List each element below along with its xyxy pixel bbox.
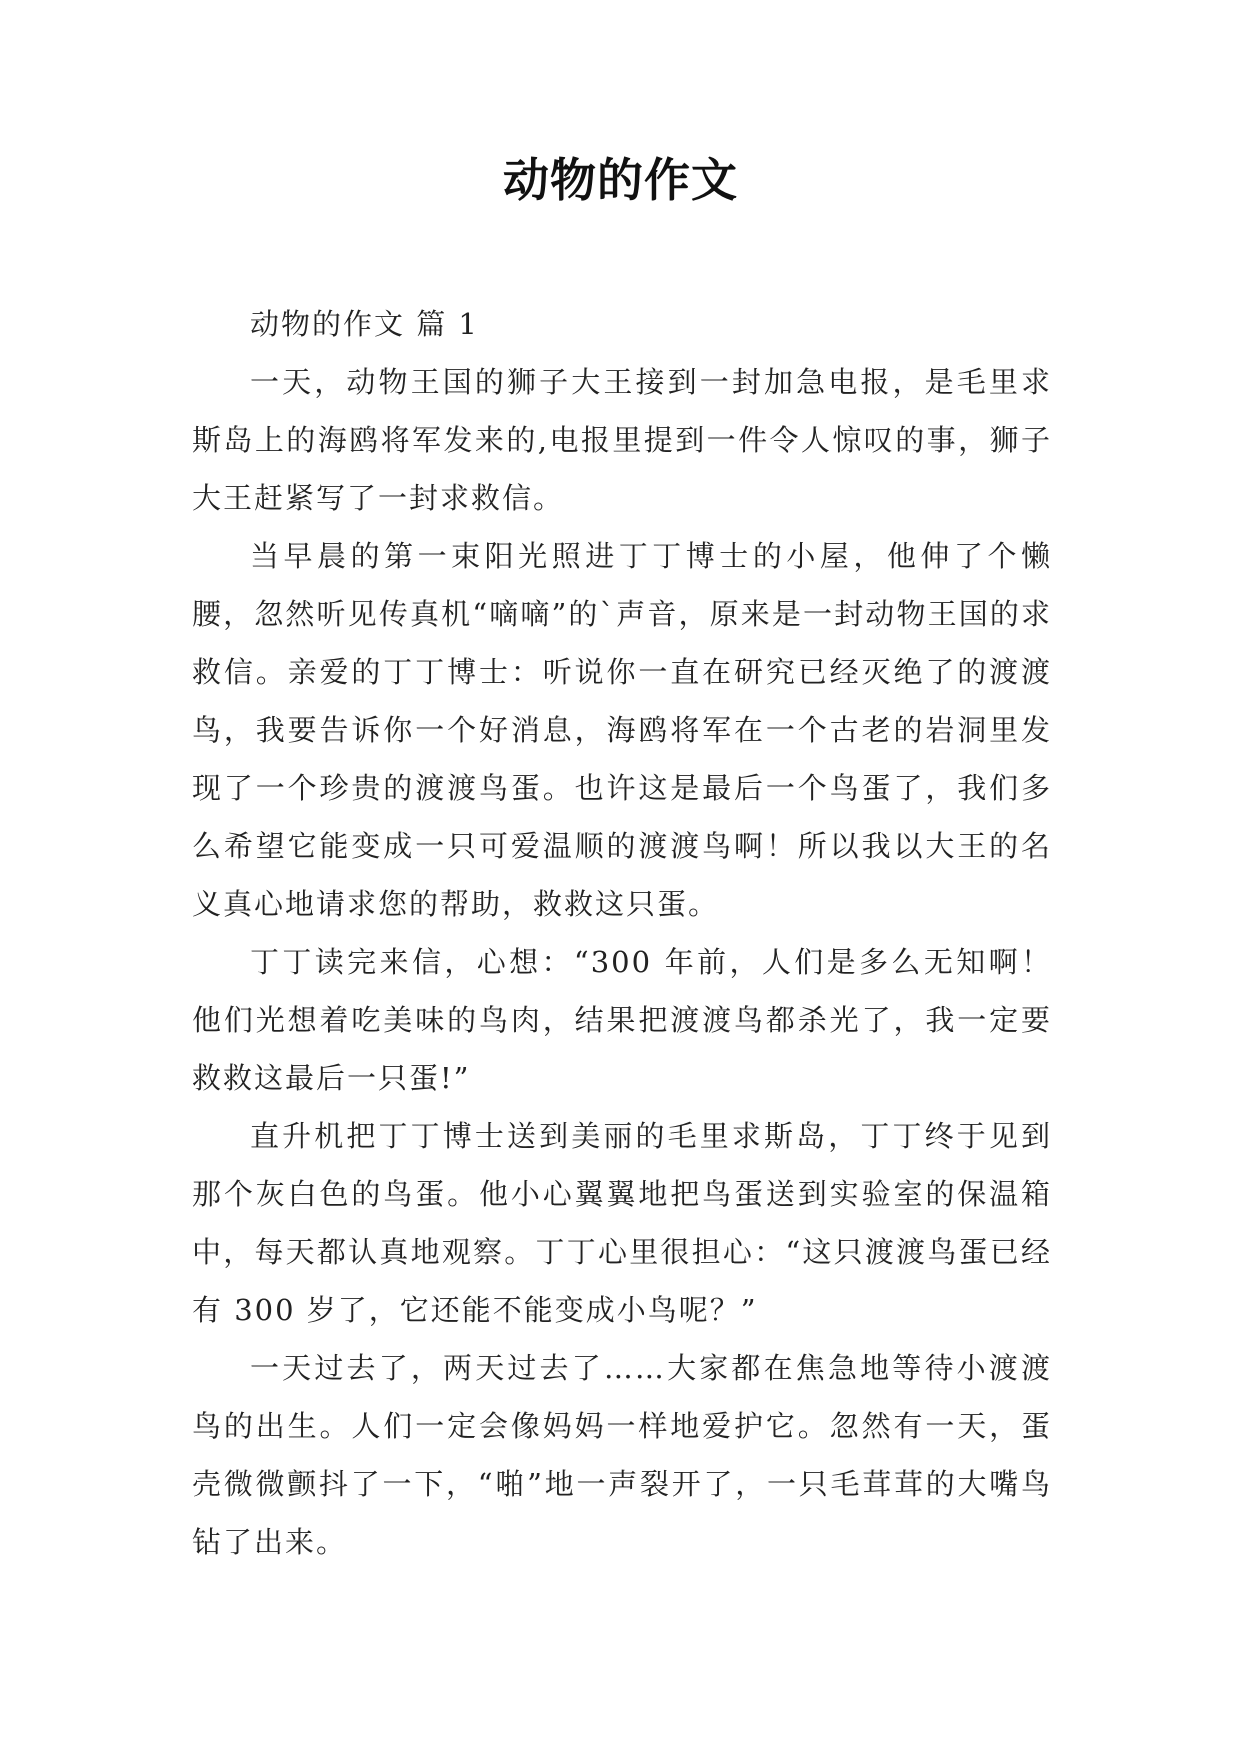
paragraph-3: 丁丁读完来信，心想：“300 年前，人们是多么无知啊！他们光想着吃美味的鸟肉，结果把渡渡鸟都杀光了，我一定要救救这最后一只蛋!”	[192, 945, 1052, 1095]
page-title: 动物的作文	[503, 153, 738, 207]
paragraph-2: 当早晨的第一束阳光照进丁丁博士的小屋，他伸了个懒腰，忽然听见传真机“嘀嘀”的`声音，原来是一封动物王国的求救信。亲爱的丁丁博士：听说你一直在研究已经灭绝了的渡渡鸟，我要告诉你一个好消息，海鸥将军在一个古老的岩洞里发现了一个珍贵的渡渡鸟蛋。也许这是最后一个鸟蛋了，我们多么希望它能变成一只可爱温顺的渡渡鸟啊！所以我以大王的名义真心地请求您的帮助，救救这只蛋。	[192, 539, 1052, 921]
paragraph-1: 一天，动物王国的狮子大王接到一封加急电报，是毛里求斯岛上的海鸥将军发来的,电报里提到一件令人惊叹的事，狮子大王赶紧写了一封求救信。	[192, 365, 1052, 515]
paragraph-5: 一天过去了，两天过去了……大家都在焦急地等待小渡渡鸟的出生。人们一定会像妈妈一样地爱护它。忽然有一天，蛋壳微微颤抖了一下，“啪”地一声裂开了，一只毛茸茸的大嘴鸟钻了出来。	[192, 1351, 1052, 1559]
section-heading: 动物的作文 篇 1	[250, 307, 479, 341]
paragraph-4: 直升机把丁丁博士送到美丽的毛里求斯岛，丁丁终于见到那个灰白色的鸟蛋。他小心翼翼地把鸟蛋送到实验室的保温箱中，每天都认真地观察。丁丁心里很担心：“这只渡渡鸟蛋已经有 300 岁了，它还能不能变成小鸟呢？”	[192, 1119, 1052, 1327]
document-body	[192, 295, 1052, 1571]
